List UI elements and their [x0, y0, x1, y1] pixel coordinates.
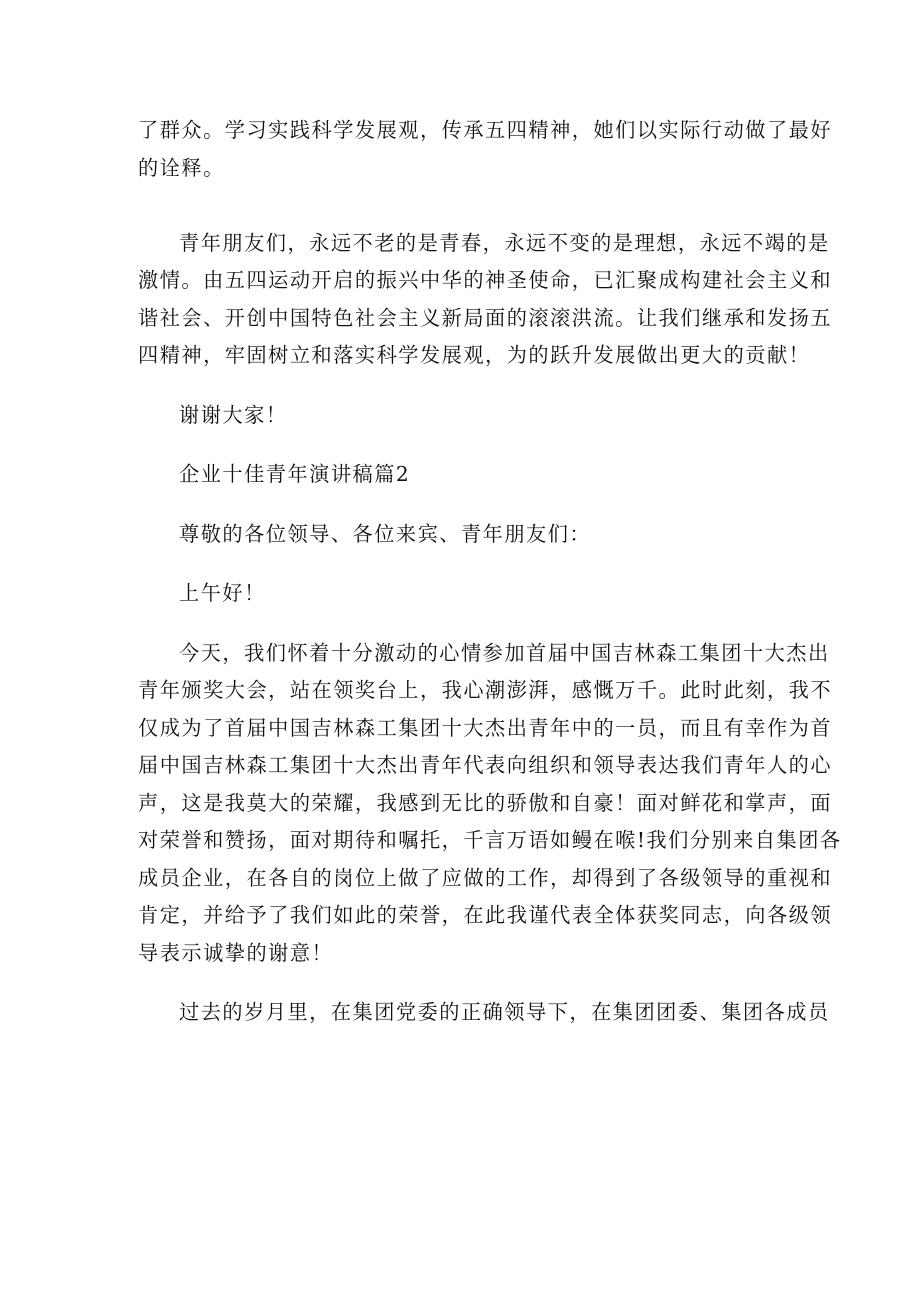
text-line: 四精神，牢固树立和落实科学发展观，为的跃升发展做出更大的贡献！: [138, 343, 811, 367]
text-line: 对荣誉和赞扬，面对期待和嘱托，千言万语如鳗在喉!我们分别来自集团各: [138, 828, 842, 852]
paragraph-greeting: [138, 575, 788, 613]
text-line: 谐社会、开创中国特色社会主义新局面的滚滚洪流。让我们继承和发扬五: [138, 305, 833, 330]
paragraph-4: [138, 994, 830, 1032]
text-line: 的诠释。: [138, 155, 225, 180]
text-line: 青年朋友们，永远不老的是青春，永远不变的是理想，永远不竭的是: [179, 230, 830, 255]
text-line: 青年颁奖大会，站在领奖台上，我心潮澎湃，感慨万千。此时此刻，我不: [138, 678, 833, 702]
section-heading: [138, 456, 788, 494]
text-line: 激情。由五四运动开启的振兴中华的神圣使命，已汇聚成构建社会主义和: [138, 268, 833, 292]
text-line: 肯定，并给予了我们如此的荣誉，在此我谨代表全体获奖同志，向各级领: [138, 903, 833, 927]
text-line: 上午好！: [179, 581, 266, 605]
text-line: 成员企业，在各自的岗位上做了应做的工作，却得到了各级领导的重视和: [138, 865, 833, 890]
text-line: 届中国吉林森工集团十大杰出青年代表向组织和领导表达我们青年人的心: [138, 753, 833, 777]
text-line: 仅成为了首届中国吉林森工集团十大杰出青年中的一员，而且有幸作为首: [138, 715, 833, 740]
paragraph-3: [138, 635, 842, 973]
text-line: 谢谢大家！: [179, 402, 288, 427]
document-body: [138, 112, 842, 1032]
text-line: 声，这是我莫大的荣耀，我感到无比的骄傲和自豪！面对鲜花和掌声，面: [138, 790, 833, 815]
text-line: 尊敬的各位领导、各位来宾、青年朋友们：: [179, 521, 592, 546]
paragraph-thanks: [138, 397, 788, 435]
text-line: 今天，我们怀着十分激动的心情参加首届中国吉林森工集团十大杰出: [179, 640, 830, 665]
text-line: 了群众。学习实践科学发展观，传承五四精神，她们以实际行动做了最好: [138, 118, 833, 142]
paragraph-salutation: [138, 516, 788, 554]
heading-text: 企业十佳青年演讲稿篇2: [179, 462, 411, 486]
paragraph-2: [138, 225, 833, 375]
paragraph-1: [138, 112, 833, 187]
text-line: 过去的岁月里，在集团党委的正确领导下，在集团团委、集团各成员: [179, 1000, 830, 1024]
text-line: 导表示诚挚的谢意！: [138, 940, 334, 965]
